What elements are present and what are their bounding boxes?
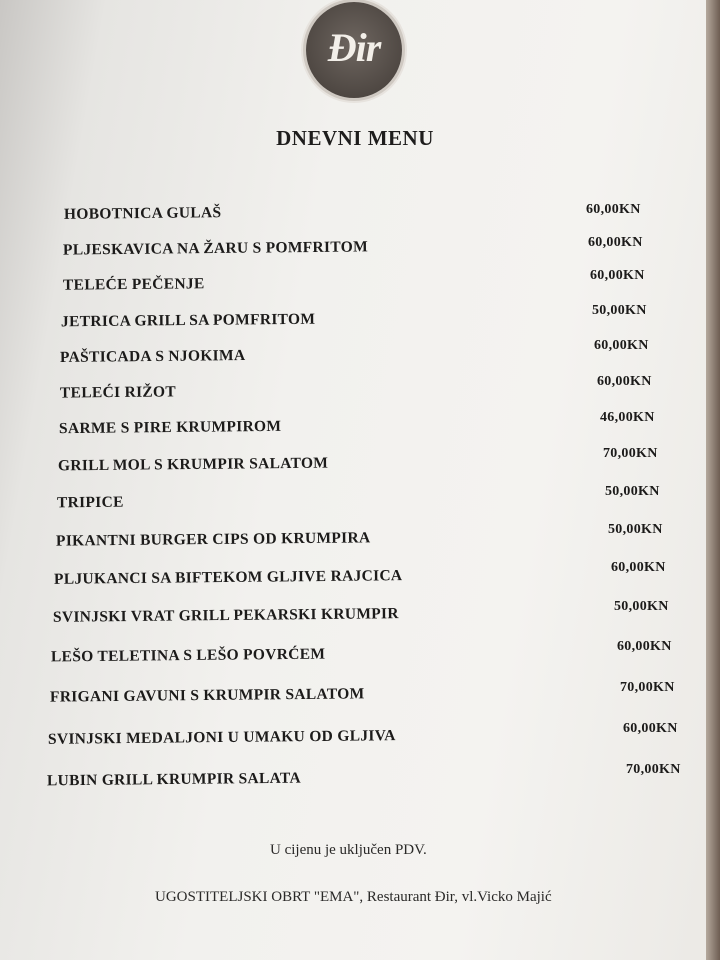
menu-item-price: 70,00KN (620, 680, 675, 695)
vat-note: U cijenu je uključen PDV. (270, 842, 427, 858)
menu-item-name: PLJUKANCI SA BIFTEKOM GLJIVE RAJCICA (53, 567, 403, 588)
menu-item-name: GRILL MOL S KRUMPIR SALATOM (57, 454, 329, 475)
menu-item-name: SARME S PIRE KRUMPIROM (58, 417, 282, 438)
menu-item-price: 60,00KN (594, 338, 649, 353)
menu-item-price: 60,00KN (590, 268, 645, 283)
menu-item-price: 60,00KN (597, 374, 652, 389)
menu-title: DNEVNI MENU (276, 126, 434, 150)
menu-item-price: 60,00KN (623, 721, 678, 736)
menu-item-name: PAŠTICADA S NJOKIMA (59, 347, 246, 366)
menu-item-name: PLJESKAVICA NA ŽARU S POMFRITOM (62, 238, 369, 259)
menu-item-name: HOBOTNICA GULAŠ (63, 204, 222, 223)
menu-item-price: 70,00KN (626, 762, 681, 777)
logo-text: Đir (327, 25, 381, 70)
menu-item-price: 60,00KN (586, 202, 641, 217)
menu-item-price: 46,00KN (600, 410, 655, 425)
menu-item-price: 60,00KN (588, 235, 643, 250)
menu-item-price: 50,00KN (605, 484, 660, 499)
menu-item-name: FRIGANI GAVUNI S KRUMPIR SALATOM (49, 685, 365, 706)
footer-owner: UGOSTITELJSKI OBRT "EMA", Restaurant Đir, vl.Vicko Majić (155, 889, 552, 905)
menu-item-name: SVINJSKI MEDALJONI U UMAKU OD GLJIVA (47, 727, 396, 748)
menu-item-name: TRIPICE (56, 493, 124, 512)
menu-item-name: LEŠO TELETINA S LEŠO POVRĆEM (50, 645, 326, 666)
menu-item-price: 50,00KN (608, 522, 663, 537)
menu-item-name: SVINJSKI VRAT GRILL PEKARSKI KRUMPIR (52, 605, 399, 626)
menu-item-name: PIKANTNI BURGER CIPS OD KRUMPIRA (55, 529, 371, 550)
table-edge (706, 0, 720, 960)
menu-item-price: 50,00KN (592, 303, 647, 318)
menu-item-name: LUBIN GRILL KRUMPIR SALATA (46, 769, 302, 790)
menu-item-price: 60,00KN (611, 560, 666, 575)
menu-item-price: 60,00KN (617, 639, 672, 654)
menu-item-price: 70,00KN (603, 446, 658, 461)
menu-item-name: JETRICA GRILL SA POMFRITOM (60, 310, 316, 331)
menu-item-name: TELEĆI RIŽOT (59, 383, 177, 402)
menu-item-price: 50,00KN (614, 599, 669, 614)
menu-item-name: TELEĆE PEČENJE (62, 275, 205, 294)
